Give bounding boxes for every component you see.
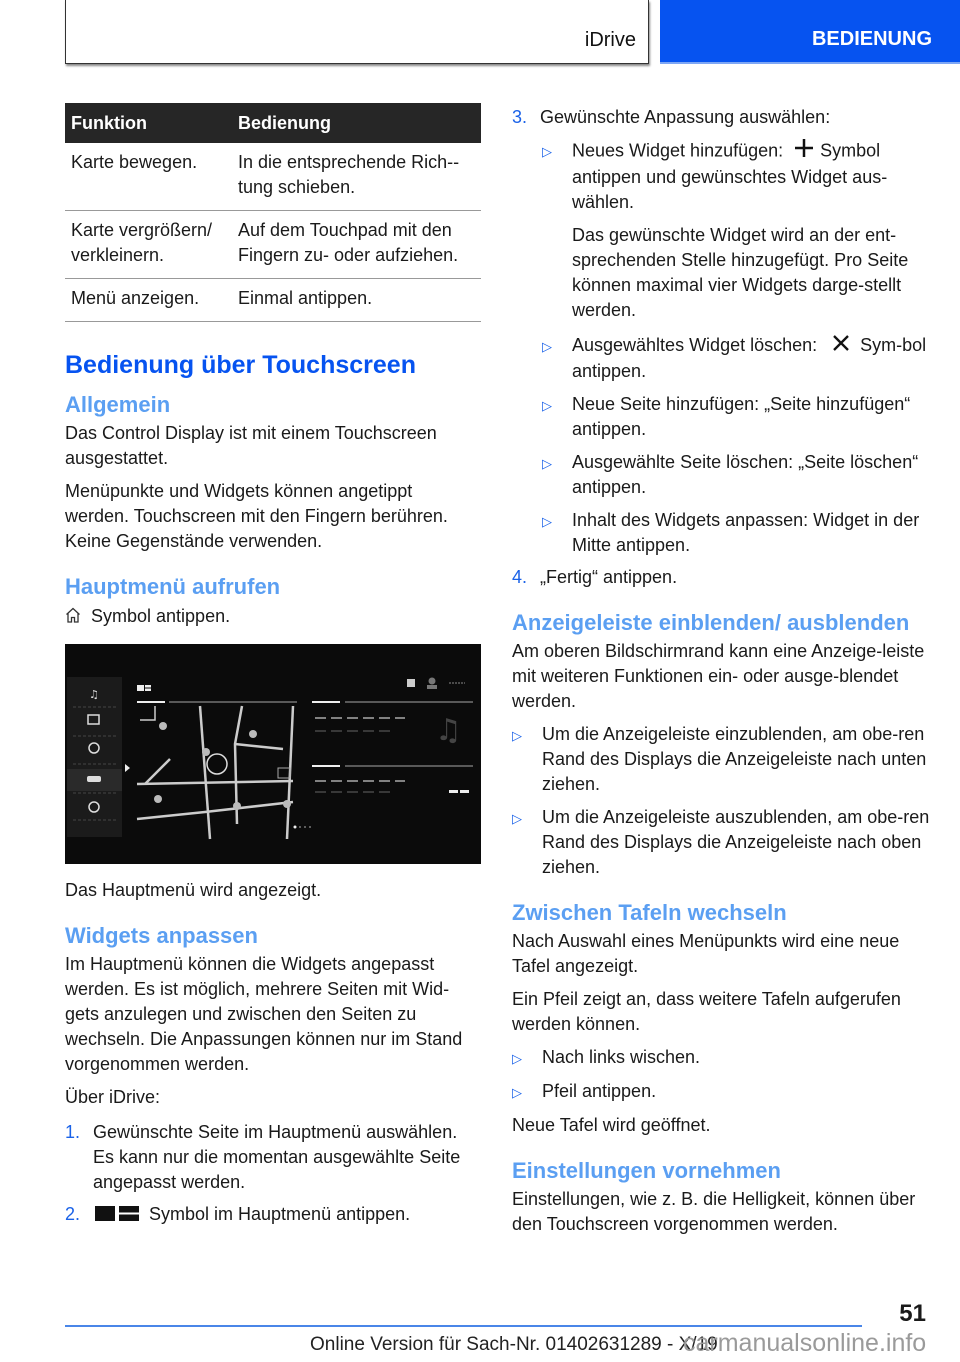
list-number: 1. bbox=[65, 1121, 81, 1142]
bullet-item bbox=[542, 392, 930, 442]
bullet-text: Neue Seite hinzufügen: „Seite hinzufügen“ antippen. bbox=[572, 393, 911, 439]
table-cell: Auf dem Touchpad mit den Fingern zu- oder aufziehen. bbox=[232, 211, 481, 279]
svg-text:♫: ♫ bbox=[435, 712, 462, 748]
paragraph: Einstellungen, wie z. B. die Helligkeit, können über den Touchscreen vorgenommen werden. bbox=[512, 1188, 916, 1234]
bullet-item bbox=[512, 805, 930, 880]
subheading-anzeigeleiste: Anzeigeleiste einblenden/ ausblenden bbox=[512, 609, 910, 635]
plus-icon bbox=[794, 138, 814, 165]
svg-text:♫: ♫ bbox=[89, 687, 99, 701]
list-item bbox=[65, 1202, 481, 1228]
bullet-item bbox=[542, 333, 930, 384]
paragraph: Im Hauptmenü können die Widgets angepasst werden. Es ist möglich, mehrere Seiten mit Wid-gets anzulegen und zwischen den Seiten zu wechseln. Die Anpassungen können nur im Stand vorgenommen werden. bbox=[65, 953, 463, 1074]
function-table bbox=[65, 103, 481, 322]
list-text: „Fertig“ antippen. bbox=[540, 566, 678, 587]
bullet-triangle-icon: ▷ bbox=[512, 810, 522, 826]
bullet-text: Pfeil antippen. bbox=[542, 1080, 657, 1101]
bullet-item bbox=[542, 450, 930, 500]
control-display-screenshot bbox=[65, 644, 481, 864]
paragraph: Das Control Display ist mit einem Touchscreen ausgestattet. bbox=[65, 423, 437, 468]
paragraph: Menüpunkte und Widgets können angetippt werden. Touchscreen mit den Fingern berühren. Keine Gegenstände verwenden. bbox=[65, 481, 448, 551]
table-header: Bedienung bbox=[232, 103, 481, 143]
subheading-hauptmenu: Hauptmenü aufrufen bbox=[65, 574, 281, 599]
table-header: Funktion bbox=[65, 103, 232, 143]
watermark: carmanualsonline.info bbox=[683, 1329, 927, 1357]
list-number: 2. bbox=[65, 1203, 81, 1224]
paragraph bbox=[65, 604, 481, 630]
list-number: 3. bbox=[512, 107, 528, 127]
paragraph: Über iDrive: bbox=[65, 1086, 161, 1107]
bullet-item bbox=[542, 138, 930, 215]
list-text: Gewünschte Anpassung auswählen: bbox=[540, 107, 831, 127]
bullet-triangle-icon: ▷ bbox=[512, 1084, 522, 1100]
table-cell: In die entsprechende Rich-tung schieben. bbox=[232, 143, 481, 211]
bullet-text: Ausgewählte Seite löschen: „Seite löschen“ antippen. bbox=[572, 451, 919, 497]
table-row bbox=[65, 211, 481, 279]
table-cell: Einmal antippen. bbox=[232, 279, 481, 322]
subheading-allgemein: Allgemein bbox=[65, 392, 171, 417]
paragraph: Nach Auswahl eines Menüpunkts wird eine neue Tafel angezeigt. bbox=[512, 930, 900, 976]
chapter-title: BEDIENUNG bbox=[811, 28, 932, 50]
bullet-triangle-icon: ▷ bbox=[542, 144, 552, 159]
list-text: Symbol im Hauptmenü antippen. bbox=[149, 1203, 411, 1224]
bullet-item bbox=[512, 1045, 930, 1071]
paragraph-text: Symbol antippen. bbox=[91, 606, 231, 626]
table-row bbox=[65, 143, 481, 211]
home-icon bbox=[65, 605, 81, 630]
bullet-triangle-icon: ▷ bbox=[512, 1050, 522, 1066]
list-item bbox=[512, 565, 930, 590]
table-cell: Karte vergrößern/ verkleinern. bbox=[65, 211, 232, 279]
left-column bbox=[65, 103, 481, 1228]
bullet-text: Nach links wischen. bbox=[542, 1046, 701, 1067]
subheading-einstellungen: Einstellungen vornehmen bbox=[512, 1157, 781, 1183]
figure-caption: Das Hauptmenü wird angezeigt. bbox=[65, 879, 322, 900]
bullet-triangle-icon: ▷ bbox=[542, 455, 552, 471]
bullet-text: Ausgewähltes Widget löschen: bbox=[572, 335, 818, 355]
header-section-box bbox=[65, 0, 649, 64]
bullet-text: Um die Anzeigeleiste auszublenden, am obe-ren Rand des Displays die Anzeigeleiste nach oben ziehen. bbox=[542, 806, 930, 877]
section-title: iDrive bbox=[584, 29, 636, 51]
list-item bbox=[65, 1120, 481, 1195]
bullet-triangle-icon: ▷ bbox=[542, 513, 552, 529]
table-cell: Karte bewegen. bbox=[65, 143, 232, 211]
close-icon bbox=[832, 334, 850, 359]
bullet-triangle-icon: ▷ bbox=[542, 339, 552, 354]
bullet-item bbox=[512, 722, 930, 797]
widget-edit-icon bbox=[95, 1203, 139, 1228]
paragraph: Am oberen Bildschirmrand kann eine Anzeige-leiste mit weiteren Funktionen ein- oder ausge-blendet werden. bbox=[512, 640, 925, 711]
footer-divider bbox=[65, 1325, 862, 1327]
list-number: 4. bbox=[512, 566, 528, 587]
subheading-tafeln: Zwischen Tafeln wechseln bbox=[512, 899, 787, 925]
right-column bbox=[512, 105, 930, 1237]
bullet-text: Um die Anzeigeleiste einzublenden, am obe-ren Rand des Displays die Anzeigeleiste nach unten ziehen. bbox=[542, 723, 927, 794]
header-chapter-tab bbox=[660, 0, 960, 64]
paragraph: Neue Tafel wird geöffnet. bbox=[512, 1114, 711, 1135]
bullet-text: Inhalt des Widgets anpassen: Widget in der Mitte antippen. bbox=[572, 509, 920, 555]
bullet-item bbox=[542, 508, 930, 558]
list-text: Gewünschte Seite im Hauptmenü auswählen. Es kann nur die momentan ausgewählte Seite angepasst werden. bbox=[93, 1121, 461, 1192]
bullet-text: Symbol antippen und gewünschtes Widget aus-wählen. bbox=[572, 140, 888, 212]
table-cell: Menü anzeigen. bbox=[65, 279, 232, 322]
bullet-text: Neues Widget hinzufügen: bbox=[572, 140, 784, 161]
subheading-widgets: Widgets anpassen bbox=[65, 922, 258, 948]
bullet-text: Sym-bol antippen. bbox=[572, 335, 927, 381]
bullet-triangle-icon: ▷ bbox=[542, 397, 552, 413]
bullet-note: Das gewünschte Widget wird an der ent-sprechenden Stelle hinzugefügt. Pro Seite können maximal vier Widgets darge-stellt werden. bbox=[572, 225, 909, 320]
paragraph: Ein Pfeil zeigt an, dass weitere Tafeln aufgerufen werden können. bbox=[512, 988, 901, 1034]
table-header-row bbox=[65, 103, 481, 143]
page-number: 51 bbox=[899, 1300, 926, 1327]
section-heading: Bedienung über Touchscreen bbox=[65, 351, 416, 379]
bullet-item bbox=[512, 1079, 930, 1105]
list-item bbox=[512, 105, 930, 130]
table-row bbox=[65, 279, 481, 322]
bullet-triangle-icon: ▷ bbox=[512, 727, 522, 743]
footer-version-text: Online Version für Sach-Nr. 01402631289 - X/19 bbox=[310, 1334, 718, 1355]
